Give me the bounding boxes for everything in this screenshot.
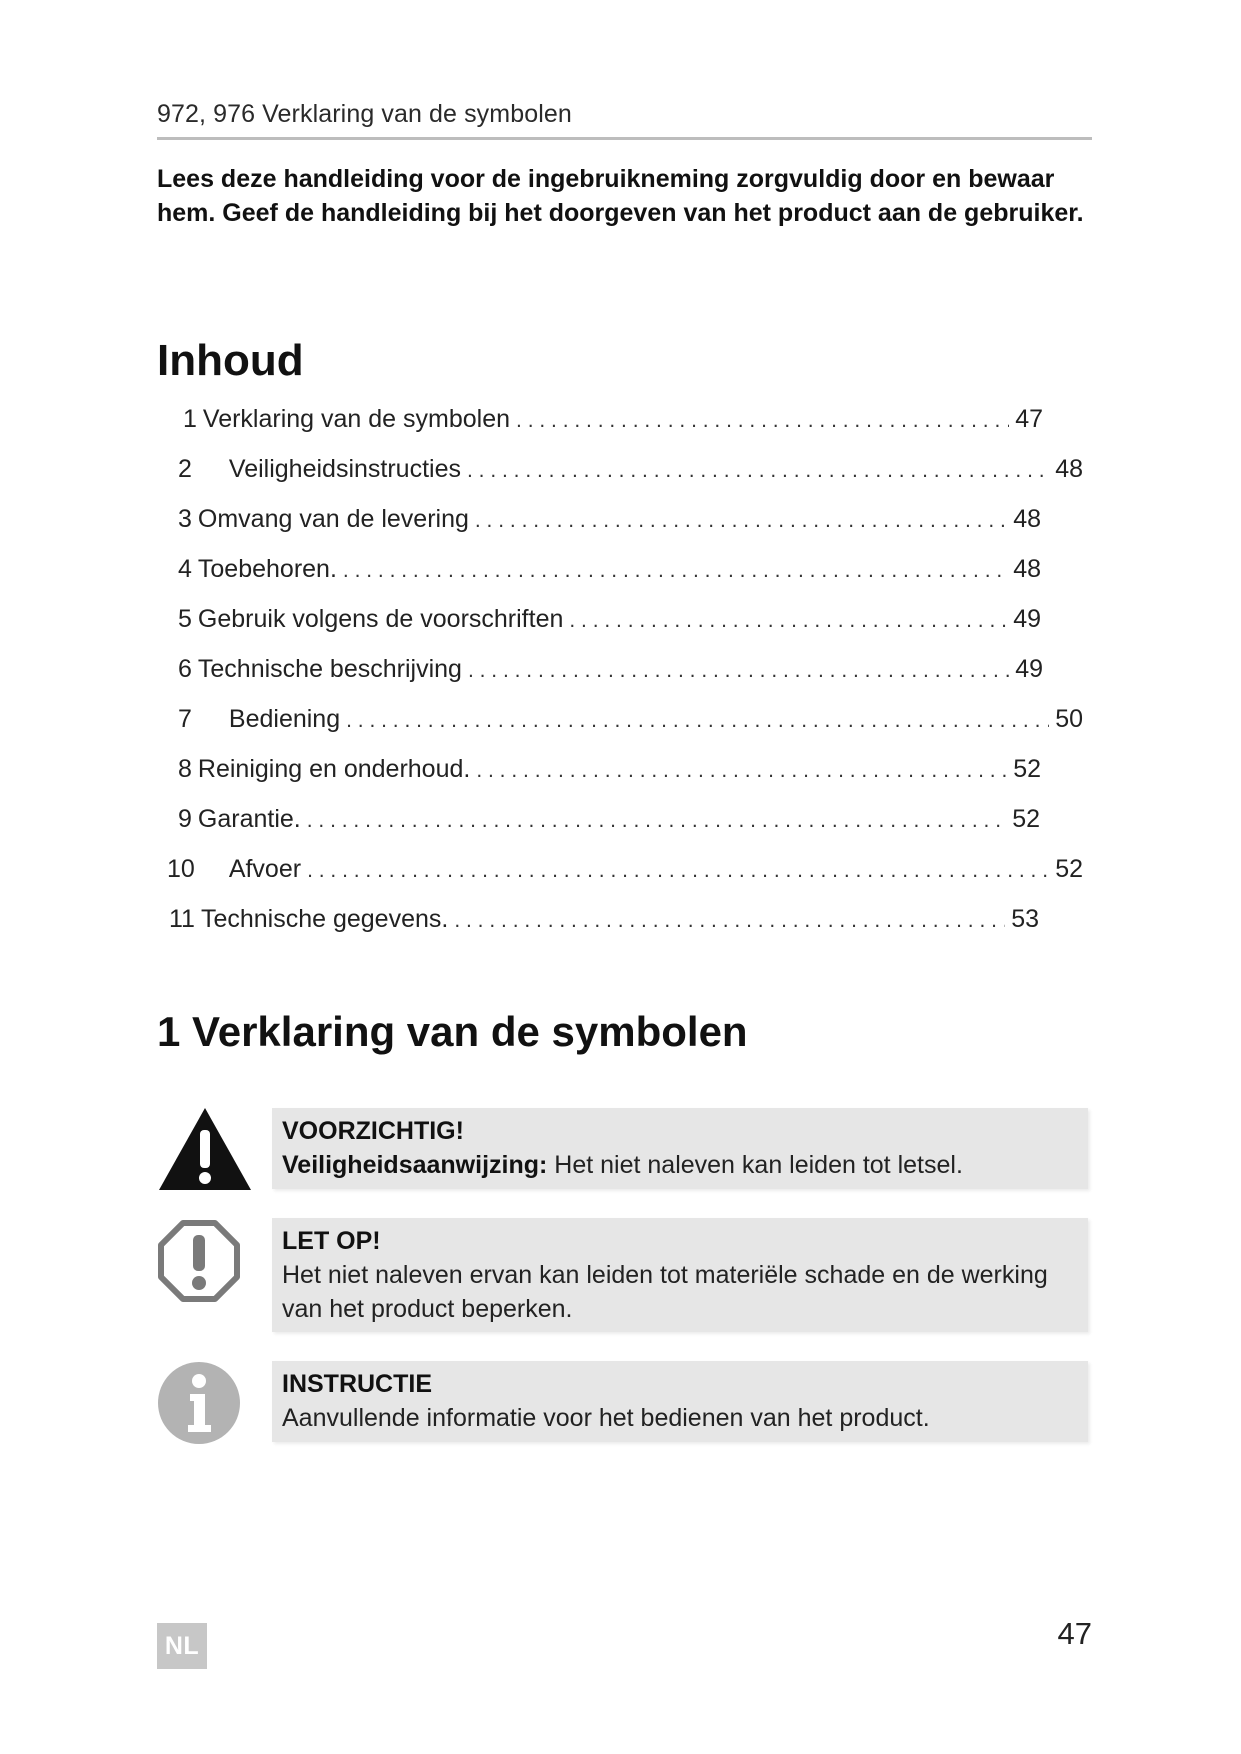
toc-entry-page: 49 [1013, 605, 1041, 633]
notice-caution-inline-label: Veiligheidsaanwijzing: [282, 1151, 548, 1179]
toc-entry-title: Toebehoren. [197, 555, 337, 583]
toc-entry-page: 48 [1055, 455, 1083, 483]
toc-leader-dots [307, 859, 1049, 883]
toc-entry[interactable] [178, 505, 1041, 545]
notice-instruction-label: INSTRUCTIE [282, 1370, 432, 1398]
toc-entry-title: Bediening [228, 705, 341, 733]
info-icon [157, 1361, 241, 1445]
toc-entry[interactable] [167, 855, 1083, 895]
toc-entry-title: Afvoer [228, 855, 302, 883]
toc-entry-number: 5 [178, 605, 192, 633]
toc-entry-page: 48 [1013, 555, 1041, 583]
notice-instruction-text: Aanvullende informatie voor het bedienen van het product. [282, 1404, 930, 1432]
toc-leader-dots [569, 609, 1007, 633]
toc-heading: Inhoud [157, 336, 304, 385]
toc-entry-title: Veiligheidsinstructies [228, 455, 461, 483]
toc-entry-number: 2 [178, 455, 192, 483]
toc-leader-dots [346, 709, 1049, 733]
toc-entry-title: Verklaring van de symbolen [202, 405, 511, 433]
toc-entry-page: 52 [1013, 755, 1041, 783]
toc-entry[interactable] [178, 555, 1041, 595]
toc-entry-title: Reiniging en onderhoud. [197, 755, 471, 783]
toc-entry-number: 6 [178, 655, 192, 683]
notice-caution [272, 1108, 1088, 1189]
toc-entry-title: Omvang van de levering [197, 505, 469, 533]
toc-entry-title: Technische beschrijving [197, 655, 462, 683]
toc-entry-page: 52 [1012, 805, 1040, 833]
toc-entry-number: 4 [178, 555, 192, 583]
toc-entry-page: 52 [1055, 855, 1083, 883]
notice-attention [272, 1218, 1088, 1332]
toc-entry[interactable] [169, 905, 1039, 945]
toc-entry-number: 7 [178, 705, 192, 733]
toc-leader-dots [467, 459, 1049, 483]
intro-instruction: Lees deze handleiding voor de ingebruikneming zorgvuldig door en bewaar hem. Geef de handleiding bij het doorgeven van het product aan de gebruiker. [157, 165, 1084, 227]
toc-leader-dots [343, 559, 1007, 583]
running-header: 972, 976 Verklaring van de symbolen [157, 100, 1092, 140]
toc-entry[interactable] [178, 705, 1083, 745]
notice-instruction [272, 1361, 1088, 1442]
toc-entry-number: 8 [178, 755, 192, 783]
toc-leader-dots [516, 409, 1009, 433]
toc-entry-page: 49 [1015, 655, 1043, 683]
notice-attention-label: LET OP! [282, 1227, 381, 1255]
toc-leader-dots [475, 509, 1007, 533]
toc-entry[interactable] [178, 455, 1083, 495]
toc-entry-title: Garantie. [197, 805, 301, 833]
toc-entry-page: 48 [1013, 505, 1041, 533]
toc-entry-number: 11 [169, 905, 195, 933]
toc-entry[interactable] [178, 655, 1043, 695]
notice-caution-text: Het niet naleven kan leiden tot letsel. [547, 1151, 963, 1179]
toc-leader-dots [476, 759, 1007, 783]
notice-attention-text: Het niet naleven ervan kan leiden tot materiële schade en de werking van het product beperken. [282, 1261, 1048, 1323]
toc-entry-number: 3 [178, 505, 192, 533]
section-heading: 1 Verklaring van de symbolen [157, 1008, 748, 1055]
toc-leader-dots [307, 809, 1006, 833]
toc-entry-page: 50 [1055, 705, 1083, 733]
toc-entry-number: 1 [183, 405, 197, 433]
toc-entry-number: 10 [167, 855, 195, 883]
toc-entry-page: 47 [1015, 405, 1043, 433]
toc-entry[interactable] [178, 605, 1041, 645]
page-number: 47 [1057, 1616, 1092, 1651]
toc-entry-title: Technische gegevens. [200, 905, 449, 933]
toc-entry-title: Gebruik volgens de voorschriften [197, 605, 564, 633]
octagon-exclamation-icon [157, 1219, 241, 1303]
warning-triangle-icon [157, 1106, 253, 1192]
toc-entry[interactable] [178, 755, 1041, 795]
toc-entry[interactable] [178, 805, 1040, 845]
notice-caution-label: VOORZICHTIG! [282, 1117, 464, 1145]
toc-entry[interactable] [183, 405, 1043, 445]
toc-leader-dots [454, 909, 1005, 933]
toc-entry-page: 53 [1011, 905, 1039, 933]
toc-leader-dots [468, 659, 1009, 683]
toc-entry-number: 9 [178, 805, 192, 833]
language-badge: NL [157, 1623, 207, 1669]
